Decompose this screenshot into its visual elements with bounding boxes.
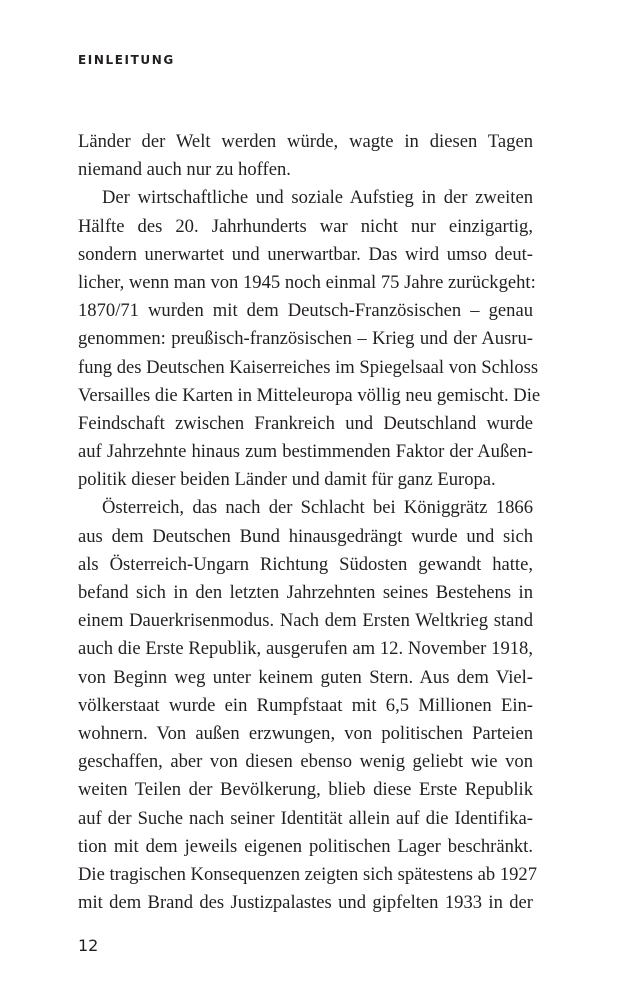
text-line: auf der Suche nach seiner Identität allein auf die Identifika- (78, 807, 533, 829)
text-line: Die tragischen Konsequenzen zeigten sich spätestens ab 1927 (78, 863, 538, 885)
text-line: 1870/71 wurden mit dem Deutsch-Französischen – genau (78, 300, 533, 322)
text-line: fung des Deutschen Kaiserreiches im Spiegelsaal von Schloss (78, 356, 539, 378)
text-line: licher, wenn man von 1945 noch einmal 75 Jahre zurückgeht: (78, 271, 536, 293)
text-line: Hälfte des 20. Jahrhunderts war nicht nur einzigartig, (78, 215, 533, 237)
text-line: Länder der Welt werden würde, wagte in diesen Tagen (78, 131, 533, 152)
text-line: auch die Erste Republik, ausgerufen am 12. November 1918, (78, 638, 533, 660)
text-line: genommen: preußisch-französischen – Krieg und der Ausru- (78, 328, 533, 350)
text-line: wohnern. Von außen erzwungen, von politischen Parteien (78, 722, 533, 744)
text-line: niemand auch nur zu hoffen. (78, 159, 291, 181)
text-line: völkerstaat wurde ein Rumpfstaat mit 6,5 Millionen Ein- (78, 694, 533, 716)
text-line: politik dieser beiden Länder und damit für ganz Europa. (78, 469, 496, 491)
text-line: Feindschaft zwischen Frankreich und Deutschland wurde (78, 412, 533, 434)
text-line: als Österreich-Ungarn Richtung Südosten gewandt hatte, (78, 553, 533, 575)
text-line: Der wirtschaftliche und soziale Aufstieg in der zweiten (102, 187, 533, 209)
text-line: tion mit dem jeweils eigenen politischen Lager beschränkt. (78, 835, 533, 857)
text-line: sondern unerwartet und unerwartbar. Das wird umso deut- (78, 243, 533, 265)
text-line: Österreich, das nach der Schlacht bei Königgrätz 1866 (102, 497, 533, 519)
page-number: 12 (78, 936, 99, 955)
running-head: EINLEITUNG (78, 53, 175, 67)
text-line: Versailles die Karten in Mitteleuropa völlig neu gemischt. Die (78, 384, 541, 406)
text-line: auf Jahrzehnte hinaus zum bestimmenden Faktor der Außen- (78, 441, 533, 463)
body-text (78, 128, 541, 917)
text-line: aus dem Deutschen Bund hinausgedrängt wurde und sich (78, 525, 533, 547)
text-line: geschaffen, aber von diesen ebenso wenig geliebt wie von (78, 751, 533, 773)
text-line: von Beginn weg unter keinem guten Stern. Aus dem Viel- (78, 666, 533, 688)
text-line: mit dem Brand des Justizpalastes und gipfelten 1933 in der (78, 892, 533, 914)
text-line: einem Dauerkrisenmodus. Nach dem Ersten Weltkrieg stand (78, 610, 533, 632)
text-line: weiten Teilen der Bevölkerung, blieb diese Erste Republik (78, 779, 533, 801)
text-line: befand sich in den letzten Jahrzehnten seines Bestehens in (78, 582, 533, 603)
